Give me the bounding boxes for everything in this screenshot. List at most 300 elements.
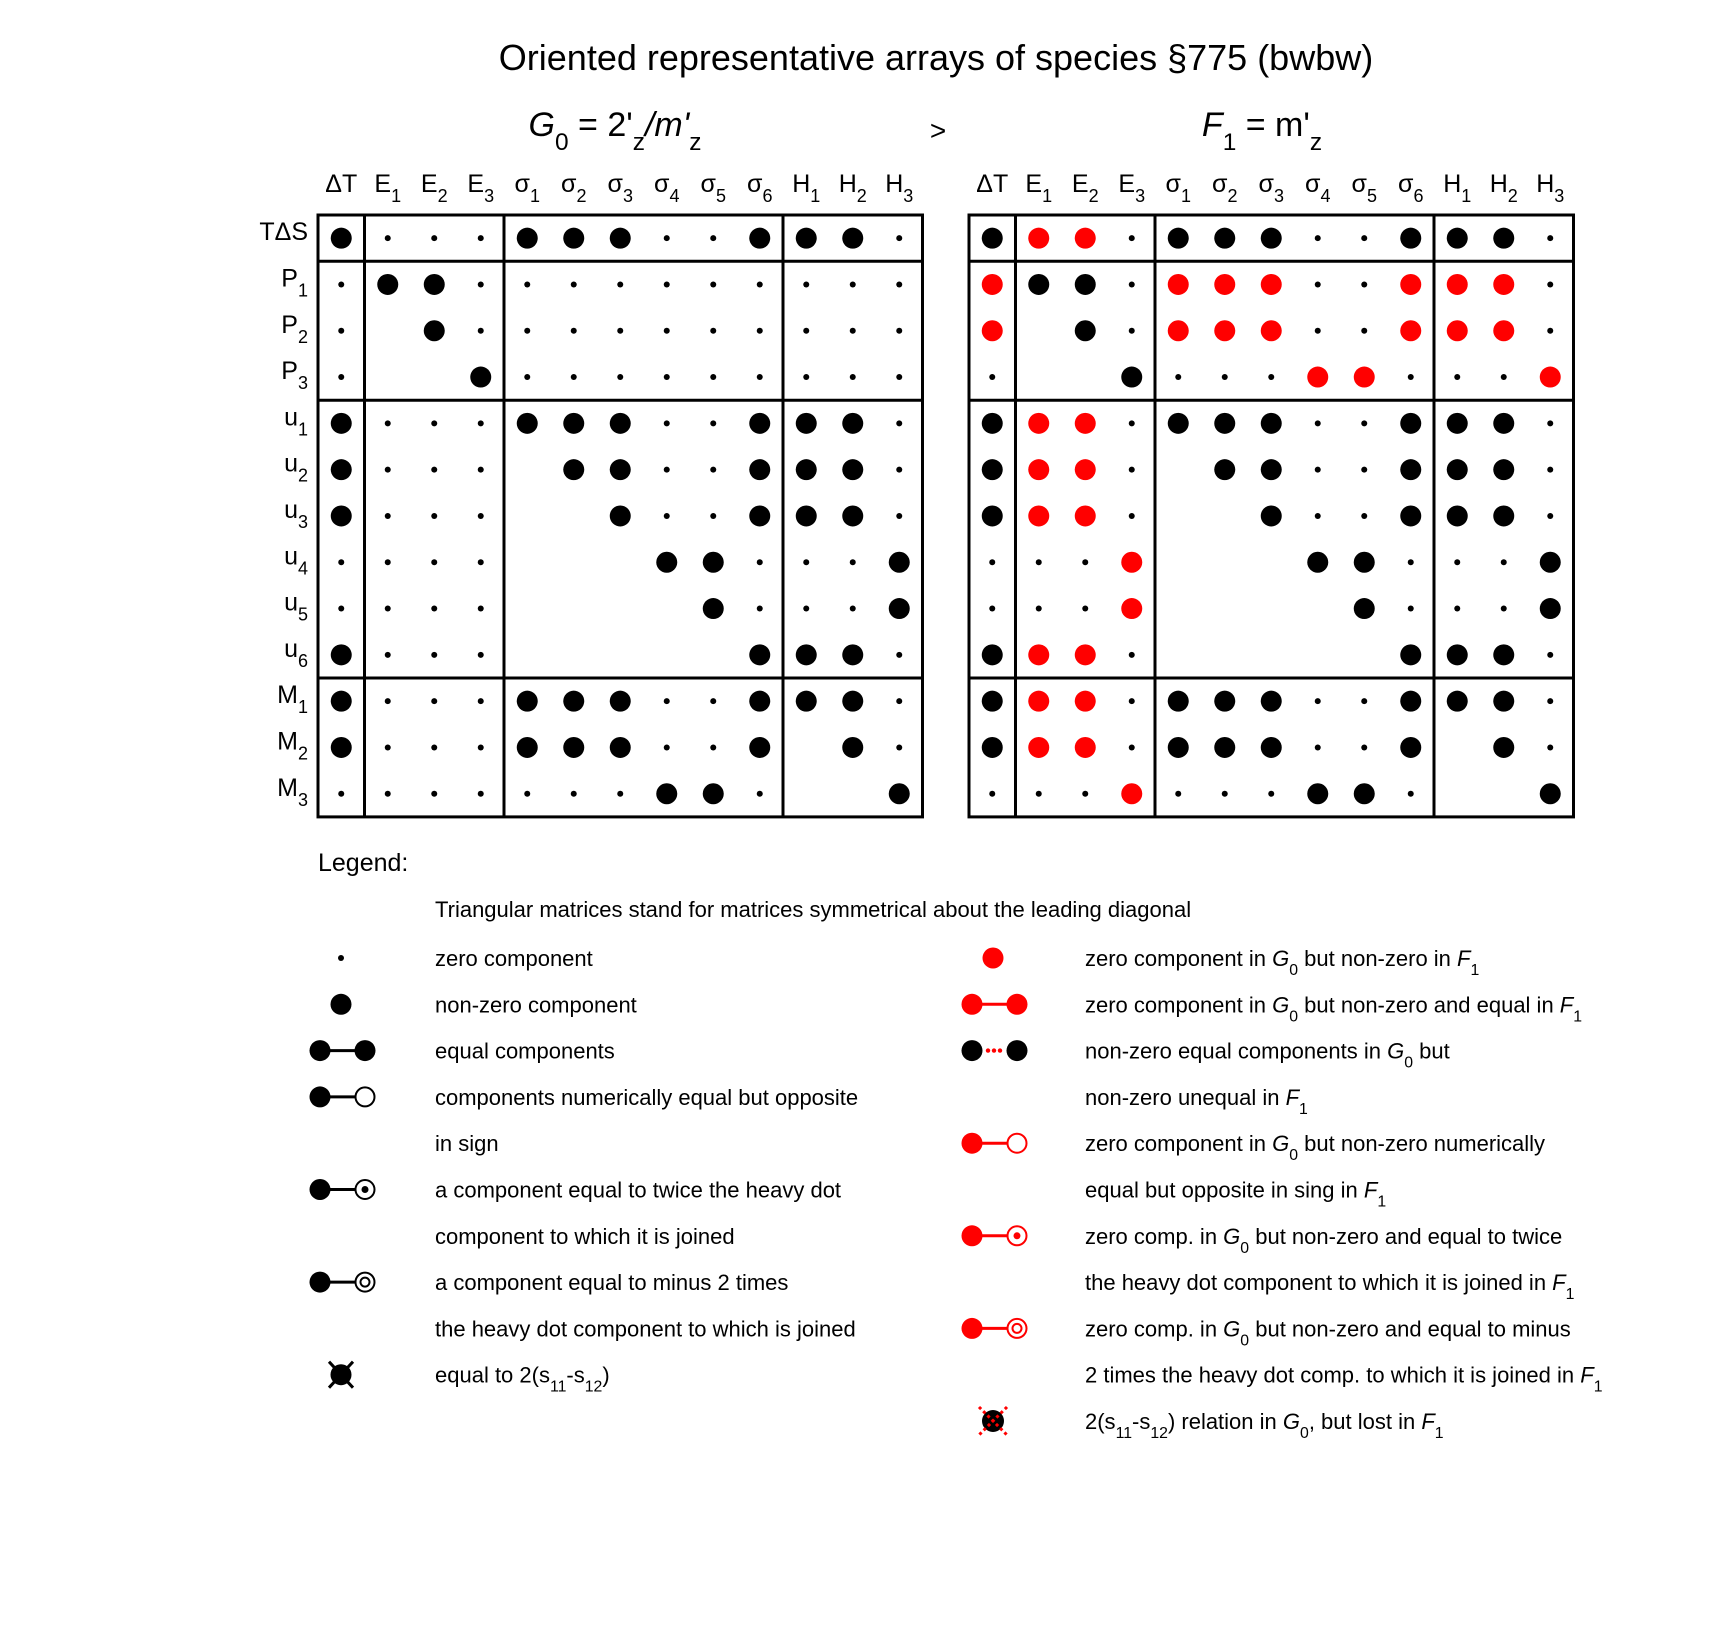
zero-component-dot [571, 328, 577, 334]
red-nonzero-in-f1-dot [1028, 459, 1049, 480]
header-subscript: 3 [622, 186, 633, 206]
zero-component-dot [1129, 281, 1135, 287]
red-nonzero-in-f1-dot [1028, 413, 1049, 434]
nonzero-component-dot [1354, 552, 1375, 573]
nonzero-component-dot [842, 505, 863, 526]
nonzero-component-dot [982, 459, 1003, 480]
zero-component-dot [850, 559, 856, 565]
nonzero-component-dot [331, 644, 352, 665]
nonzero-component-dot [517, 737, 538, 758]
zero-component-dot [1454, 374, 1460, 380]
text-part: 2(s [1085, 1409, 1116, 1434]
legend-text [1085, 1131, 1545, 1164]
header-base: E [467, 170, 485, 198]
nonzero-component-dot [749, 505, 770, 526]
nonzero-component-dot [1400, 691, 1421, 712]
text-part: zero comp. in [1085, 1223, 1224, 1249]
legend-item [962, 1039, 1450, 1118]
header-base: H [1536, 170, 1555, 198]
column-header [421, 170, 448, 206]
row-header [284, 589, 308, 625]
header-subscript: 3 [297, 789, 308, 810]
zero-component-dot [478, 744, 484, 750]
red-nonzero-in-f1-dot [1075, 644, 1096, 665]
nonzero-component-dot [1493, 505, 1514, 526]
header-subscript: 1 [1180, 186, 1191, 206]
header-subscript: 1 [1461, 186, 1472, 206]
zero-component-dot [1082, 606, 1088, 612]
legend-text [435, 1270, 788, 1295]
header-subscript: 1 [391, 186, 402, 206]
group-formula: = 2' [568, 106, 633, 144]
nonzero-component-dot [796, 413, 817, 434]
row-header [281, 357, 308, 393]
subscript: 1 [1377, 1193, 1387, 1210]
nonzero-component-dot [1307, 552, 1328, 573]
open-circle [356, 1273, 375, 1292]
nonzero-component-dot [1307, 783, 1328, 804]
subscript: 12 [584, 1378, 603, 1396]
zero-component-dot [896, 652, 902, 658]
column-header [885, 170, 913, 206]
nonzero-component-dot [749, 737, 770, 758]
nonzero-component-dot [1540, 598, 1561, 619]
row-header [259, 218, 308, 246]
column-header [1352, 170, 1377, 206]
zero-component-dot [710, 374, 716, 380]
group-symbol: F [1559, 992, 1574, 1018]
zero-component-dot [1361, 513, 1367, 519]
nonzero-component-dot [982, 413, 1003, 434]
header-base: σ [514, 170, 530, 198]
zero-component-dot [1547, 281, 1553, 287]
text-part: -s [1132, 1409, 1151, 1434]
zero-component-dot [431, 791, 437, 797]
legend-item [338, 946, 593, 971]
zero-component-dot [1315, 235, 1321, 241]
center-dot [362, 1186, 369, 1193]
text-part: in sign [435, 1131, 499, 1157]
zero-component-dot [1222, 791, 1228, 797]
nonzero-component-dot [1447, 228, 1468, 249]
zero-component-dot [664, 281, 670, 287]
zero-component-dot [850, 328, 856, 334]
header-base: P [281, 310, 298, 339]
minus2-symbol [310, 1272, 375, 1293]
formula-part: /m' [644, 106, 690, 144]
nonzero-component-dot [842, 737, 863, 758]
text-part: but non-zero numerically [1298, 1131, 1546, 1157]
zero-component-dot [431, 698, 437, 704]
nonzero-component-dot [1168, 228, 1189, 249]
header-base: H [838, 170, 857, 198]
header-base: σ [1351, 170, 1367, 198]
header-base: E [1025, 170, 1043, 198]
page-title: Oriented representative arrays of species §775 (bwbw) [498, 37, 1374, 78]
column-header [325, 170, 357, 198]
red-nonzero-in-f1-dot [982, 274, 1003, 295]
zero-component-dot [803, 606, 809, 612]
zero-component-dot [757, 328, 763, 334]
legend-heading [318, 849, 408, 877]
group-symbol: G [1272, 946, 1290, 971]
zero-component-dot [710, 420, 716, 426]
zero-component-dot [571, 281, 577, 287]
zero-component-dot [524, 791, 530, 797]
zero-component-dot [478, 791, 484, 797]
red-nonzero-in-f1-dot [982, 320, 1003, 341]
open-circle [356, 1087, 375, 1106]
zero-component-dot [338, 281, 344, 287]
zero-component-dot [803, 559, 809, 565]
zero-component-dot [338, 791, 344, 797]
legend-item [310, 1178, 842, 1249]
zero-component-dot [338, 328, 344, 334]
zero-component-dot [478, 328, 484, 334]
row-header [277, 774, 308, 810]
header-subscript: 1 [297, 697, 308, 718]
nonzero-component-dot [656, 552, 677, 573]
header-subscript: 5 [297, 604, 308, 625]
nonzero-component-dot [796, 505, 817, 526]
dotted-link [998, 1048, 1002, 1052]
nonzero-component-dot [842, 228, 863, 249]
zero-component-dot [1547, 744, 1553, 750]
nonzero-component-dot [1447, 413, 1468, 434]
legend-text [435, 946, 593, 971]
joined-dot [1007, 994, 1028, 1015]
formula-subscript: z [689, 128, 702, 156]
legend-text [1085, 1316, 1571, 1349]
zero-component-dot [757, 606, 763, 612]
zero-component-dot [896, 420, 902, 426]
group-symbol: F [1421, 1409, 1435, 1434]
zero-component-dot [1036, 791, 1042, 797]
text-part: Legend: [318, 849, 409, 877]
red-twice-symbol [962, 1225, 1027, 1246]
nonzero-component-dot [749, 413, 770, 434]
header-base: P [281, 264, 298, 293]
red-dot [983, 948, 1004, 969]
header-base: σ [561, 170, 577, 198]
nonzero-component-dot [1028, 274, 1049, 295]
column-header [561, 170, 586, 206]
zero-component-dot [1036, 559, 1042, 565]
zero-component-dot [1222, 374, 1228, 380]
zero-component-dot [1129, 698, 1135, 704]
header-subscript: 5 [715, 186, 726, 206]
nonzero-component-dot [1261, 228, 1282, 249]
nonzero-component-dot [1493, 459, 1514, 480]
nonzero-component-dot [1214, 737, 1235, 758]
heavy-dot [962, 1040, 983, 1061]
zero-component-dot [896, 374, 902, 380]
text-part: ) [602, 1362, 610, 1388]
subscript: 1 [1470, 961, 1480, 979]
zero-component-dot [1361, 744, 1367, 750]
nonzero-component-dot [1540, 552, 1561, 573]
nonzero-component-dot [1261, 413, 1282, 434]
zero-component-dot [896, 744, 902, 750]
subscript: 0 [1289, 1007, 1299, 1025]
zero-component-dot [385, 420, 391, 426]
header-subscript: 2 [1227, 186, 1238, 206]
formula-subscript: z [1309, 128, 1323, 156]
red-nonzero-in-f1-dot [1075, 737, 1096, 758]
nonzero-component-dot [749, 228, 770, 249]
text-part: equal components [435, 1038, 615, 1064]
column-header [1072, 170, 1099, 206]
legend-text [435, 1316, 856, 1341]
group-subscript: 1 [1222, 128, 1237, 156]
header-base: E [374, 170, 392, 198]
zero-component-dot [524, 281, 530, 287]
header-subscript: 2 [297, 326, 308, 347]
nonzero-component-dot [1214, 228, 1235, 249]
zero-component-dot [850, 374, 856, 380]
nonzero-component-dot [842, 459, 863, 480]
red-nonzero-in-f1-dot [1028, 691, 1049, 712]
row-header [281, 264, 308, 300]
subscript: 12 [1150, 1424, 1168, 1442]
group-symbol: F [1201, 106, 1223, 144]
zero-component-dot [431, 652, 437, 658]
text-part: zero component [435, 946, 593, 971]
zero-component-dot [478, 513, 484, 519]
nonzero-component-dot [982, 691, 1003, 712]
header-base: σ [1258, 170, 1274, 198]
column-header [1118, 170, 1145, 206]
zero-component-dot [385, 791, 391, 797]
zero-component-dot [664, 420, 670, 426]
row-header [281, 311, 308, 347]
text-part: , but lost in [1308, 1409, 1422, 1434]
red-nonzero-in-f1-dot [1214, 320, 1235, 341]
zero-component-dot [431, 467, 437, 473]
header-base: σ [1165, 170, 1181, 198]
column-header [1025, 170, 1052, 206]
dotted-link [992, 1048, 996, 1052]
red-nonzero-in-f1-dot [1400, 320, 1421, 341]
header-base: σ [654, 170, 670, 198]
zero-component-dot [1361, 420, 1367, 426]
group-symbol: F [1285, 1084, 1300, 1110]
nonzero-component-dot [1354, 783, 1375, 804]
text-part: zero component in [1085, 1131, 1273, 1157]
zero-component-dot [989, 559, 995, 565]
red-nonzero-in-f1-dot [1261, 274, 1282, 295]
nonzero-component-dot [517, 691, 538, 712]
nonzero-component-dot [1400, 228, 1421, 249]
header-base: σ [1398, 170, 1414, 198]
text-part: but non-zero and equal to twice [1249, 1223, 1563, 1249]
header-base: u [284, 542, 298, 571]
red-cross-symbol [979, 1407, 1007, 1435]
zero-component-dot [478, 281, 484, 287]
nonzero-component-dot [517, 413, 538, 434]
subscript: 0 [1289, 1146, 1299, 1164]
zero-component-dot [617, 374, 623, 380]
header-subscript: 1 [810, 186, 821, 206]
red-nonzero-in-f1-dot [1493, 274, 1514, 295]
column-header [608, 170, 633, 206]
red-nonzero-in-f1-dot [1307, 367, 1328, 388]
zero-component-dot [338, 559, 344, 565]
column-header [747, 170, 772, 206]
zero-component-dot [1547, 698, 1553, 704]
group-symbol: F [1363, 1177, 1378, 1203]
twice-symbol [310, 1179, 375, 1200]
nonzero-component-dot [796, 644, 817, 665]
nonzero-component-dot [889, 783, 910, 804]
legend [310, 849, 1603, 1442]
subscript: 1 [1565, 1285, 1575, 1303]
red-nonzero-in-f1-dot [1168, 274, 1189, 295]
header-subscript: 4 [1320, 186, 1331, 206]
nonzero-component-dot [517, 228, 538, 249]
nonzero-component-dot [1447, 505, 1468, 526]
subscript: 1 [1593, 1378, 1603, 1396]
header-base: M [277, 681, 298, 710]
zero-component-dot [1036, 606, 1042, 612]
zero-component-dot [1361, 235, 1367, 241]
zero-component-dot [338, 606, 344, 612]
zero-component-dot [896, 513, 902, 519]
zero-component-dot [989, 374, 995, 380]
header-subscript: 3 [297, 511, 308, 532]
zero-component-dot [757, 374, 763, 380]
zero-component-dot [710, 328, 716, 334]
red-nonzero-in-f1-dot [1075, 413, 1096, 434]
column-header [654, 170, 679, 206]
nonzero-component-dot [1168, 737, 1189, 758]
header-base: σ [607, 170, 623, 198]
header-subscript: 1 [297, 419, 308, 440]
zero-component-dot [617, 328, 623, 334]
zero-component-dot [1315, 744, 1321, 750]
zero-component-dot [664, 698, 670, 704]
header-base: H [792, 170, 811, 198]
nonzero-component-dot [1493, 228, 1514, 249]
header-base: M [277, 727, 298, 756]
header-subscript: 3 [297, 373, 308, 394]
text-part: the heavy dot component to which is joined [435, 1316, 856, 1342]
zero-component-dot [1129, 420, 1135, 426]
zero-component-dot [1361, 328, 1367, 334]
zero-component-dot [664, 513, 670, 519]
subscript: 0 [1240, 1239, 1250, 1257]
header-base: E [1118, 170, 1136, 198]
legend-item [331, 992, 637, 1017]
zero-component-dot [617, 281, 623, 287]
text-part: a component equal to twice the heavy dot [435, 1177, 842, 1203]
cross-symbol [329, 1362, 353, 1388]
nonzero-component-dot [796, 228, 817, 249]
open-circle [1008, 1319, 1027, 1338]
zero-component-dot [338, 374, 344, 380]
zero-component-dot [385, 744, 391, 750]
heavy-dot [962, 994, 983, 1015]
big-dot [331, 994, 352, 1015]
zero-component-dot [1408, 559, 1414, 565]
opposite-symbol [310, 1086, 375, 1107]
legend-item [979, 1407, 1444, 1442]
zero-component-dot [896, 467, 902, 473]
header-base: H [1489, 170, 1508, 198]
column-header [1259, 170, 1284, 206]
zero-component-dot [478, 652, 484, 658]
zero-component-dot [896, 235, 902, 241]
text-part: but [1413, 1038, 1450, 1064]
header-subscript: 2 [1088, 186, 1099, 206]
zero-component-dot [431, 513, 437, 519]
legend-item [310, 1270, 856, 1341]
zero-component-dot [431, 420, 437, 426]
legend-item [962, 1316, 1603, 1395]
nonzero-component-dot [796, 459, 817, 480]
subscript: 1 [1573, 1007, 1583, 1025]
row-header [277, 681, 308, 717]
big-dot-symbol [331, 994, 352, 1015]
nonzero-component-dot [610, 737, 631, 758]
zero-component-dot [710, 281, 716, 287]
red-opposite-symbol [962, 1133, 1027, 1154]
red-nonzero-in-f1-dot [1075, 459, 1096, 480]
group-symbol: G [1272, 992, 1290, 1018]
nonzero-component-dot [982, 737, 1003, 758]
header-subscript: 1 [529, 186, 540, 206]
header-base: E [1071, 170, 1089, 198]
nonzero-component-dot [1261, 737, 1282, 758]
nonzero-component-dot [563, 413, 584, 434]
nonzero-component-dot [703, 598, 724, 619]
nonzero-component-dot [424, 320, 445, 341]
nonzero-component-dot [1075, 274, 1096, 295]
nonzero-component-dot [563, 459, 584, 480]
subscript: 0 [1289, 961, 1299, 979]
red-equal-symbol [962, 994, 1028, 1015]
nonzero-component-dot [331, 691, 352, 712]
zero-component-dot [664, 744, 670, 750]
zero-component-dot [1501, 559, 1507, 565]
column-header [839, 170, 867, 206]
header-base: ΔT [325, 170, 358, 198]
text-part: components numerically equal but opposite [435, 1084, 859, 1110]
red-nonzero-in-f1-dot [1075, 228, 1096, 249]
zero-component-dot [1268, 791, 1274, 797]
column-header [374, 170, 401, 206]
subscript: 11 [1115, 1424, 1132, 1442]
zero-component-dot [1129, 467, 1135, 473]
zero-component-dot [1454, 606, 1460, 612]
zero-component-dot [850, 281, 856, 287]
zero-component-dot [478, 698, 484, 704]
zero-component-dot [896, 281, 902, 287]
header-base: σ [1212, 170, 1228, 198]
zero-component-dot [1315, 420, 1321, 426]
legend-text [435, 1085, 858, 1110]
small-dot [338, 955, 344, 961]
zero-component-dot [1361, 467, 1367, 473]
matrix-f1 [969, 106, 1574, 817]
nonzero-component-dot [610, 505, 631, 526]
red-nonzero-in-f1-dot [1540, 367, 1561, 388]
header-base: σ [1305, 170, 1321, 198]
header-base: TΔS [259, 218, 308, 247]
group-symbol: G [1223, 1223, 1241, 1249]
header-base: u [284, 588, 298, 617]
header-base: H [1443, 170, 1462, 198]
